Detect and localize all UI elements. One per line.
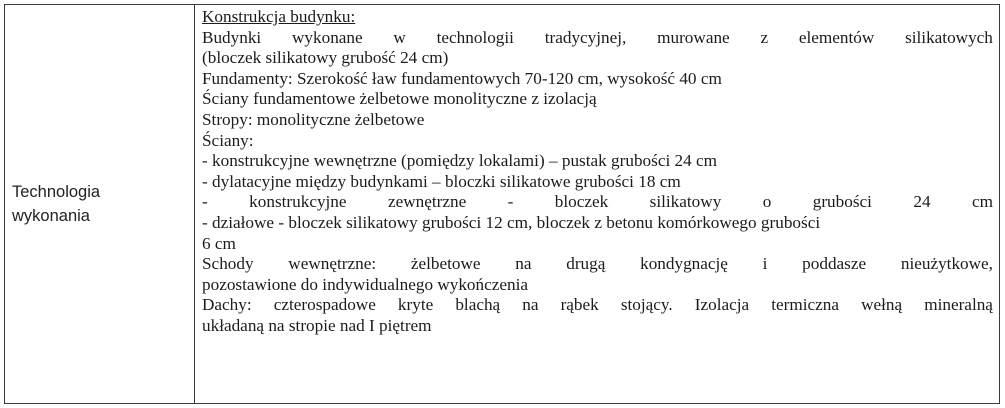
building-line-2: (bloczek silikatowy grubość 24 cm) [202,48,449,68]
word: kondygnację [640,254,728,274]
word: mineralną [924,295,993,315]
word: murowane [657,27,730,47]
wall-item-1: - konstrukcyjne wewnętrzne (pomiędzy lokalami) – pustak grubości 24 cm [202,151,718,171]
word: zewnętrzne [387,192,467,212]
word: - [202,192,208,212]
roofs-line-2: układaną na stropie nad I piętrem [202,315,432,335]
walls-heading: Ściany: [202,130,254,150]
word: elementów [798,27,875,47]
word: Schody [202,254,254,274]
word: grubości [812,192,872,212]
row-label [12,180,100,228]
row-label-line-2: wykonania [12,207,90,225]
word: na [515,254,532,274]
word: 24 [913,192,931,212]
word: Budynki [202,27,262,47]
stairs-line-2: pozostawione do indywidualnego wykończenia [202,274,529,294]
document-table [4,4,1000,404]
word: - [507,192,514,212]
word: wykonane [292,27,363,47]
word: Izolacja [694,295,750,315]
row-label-line-1: Technologia [12,183,101,201]
word: czterospadowe [273,295,376,315]
word: silikatowych [905,27,993,47]
word: termiczna [771,295,840,315]
word: technologii [436,27,514,47]
word: nieużytkowe, [900,254,993,274]
word: kryte [397,295,434,315]
content-cell [195,5,999,403]
word: rąbek [560,295,599,315]
foundation-walls-line: Ściany fundamentowe żelbetowe monolityczne z izolacją [202,89,597,109]
word: silikatowy [649,192,722,212]
wall-item-4-line-1: - działowe - bloczek silikatowy grubości 12 cm, bloczek z betonu komórkowego grubości [202,212,821,232]
word: na [522,295,539,315]
word: konstrukcyjne [249,192,347,212]
word: Dachy: [202,295,252,315]
section-heading: Konstrukcja budynku: [202,7,356,26]
wall-item-3 [202,192,993,213]
word: wełną [861,295,903,315]
label-cell [5,5,195,403]
word: bloczek [554,192,609,212]
word: poddasze [802,254,867,274]
word: stojący. [620,295,673,315]
word: wewnętrzne: [288,254,377,274]
word: drugą [566,254,606,274]
word: z [760,27,769,47]
word: w [393,27,406,47]
building-line-1 [202,28,993,49]
wall-item-4-line-2: 6 cm [202,233,236,253]
word: i [762,254,768,274]
word: o [762,192,772,212]
wall-item-2: - dylatacyjne między budynkami – bloczki silikatowe grubości 18 cm [202,171,681,191]
stairs-line-1 [202,254,993,275]
word: blachą [455,295,501,315]
word: żelbetowe [410,254,481,274]
ceilings-line: Stropy: monolityczne żelbetowe [202,109,425,129]
word: tradycyjnej, [544,27,627,47]
foundations-line: Fundamenty: Szerokość ław fundamentowych 70-120 cm, wysokość 40 cm [202,68,722,88]
roofs-line-1 [202,295,993,316]
word: cm [971,192,993,212]
